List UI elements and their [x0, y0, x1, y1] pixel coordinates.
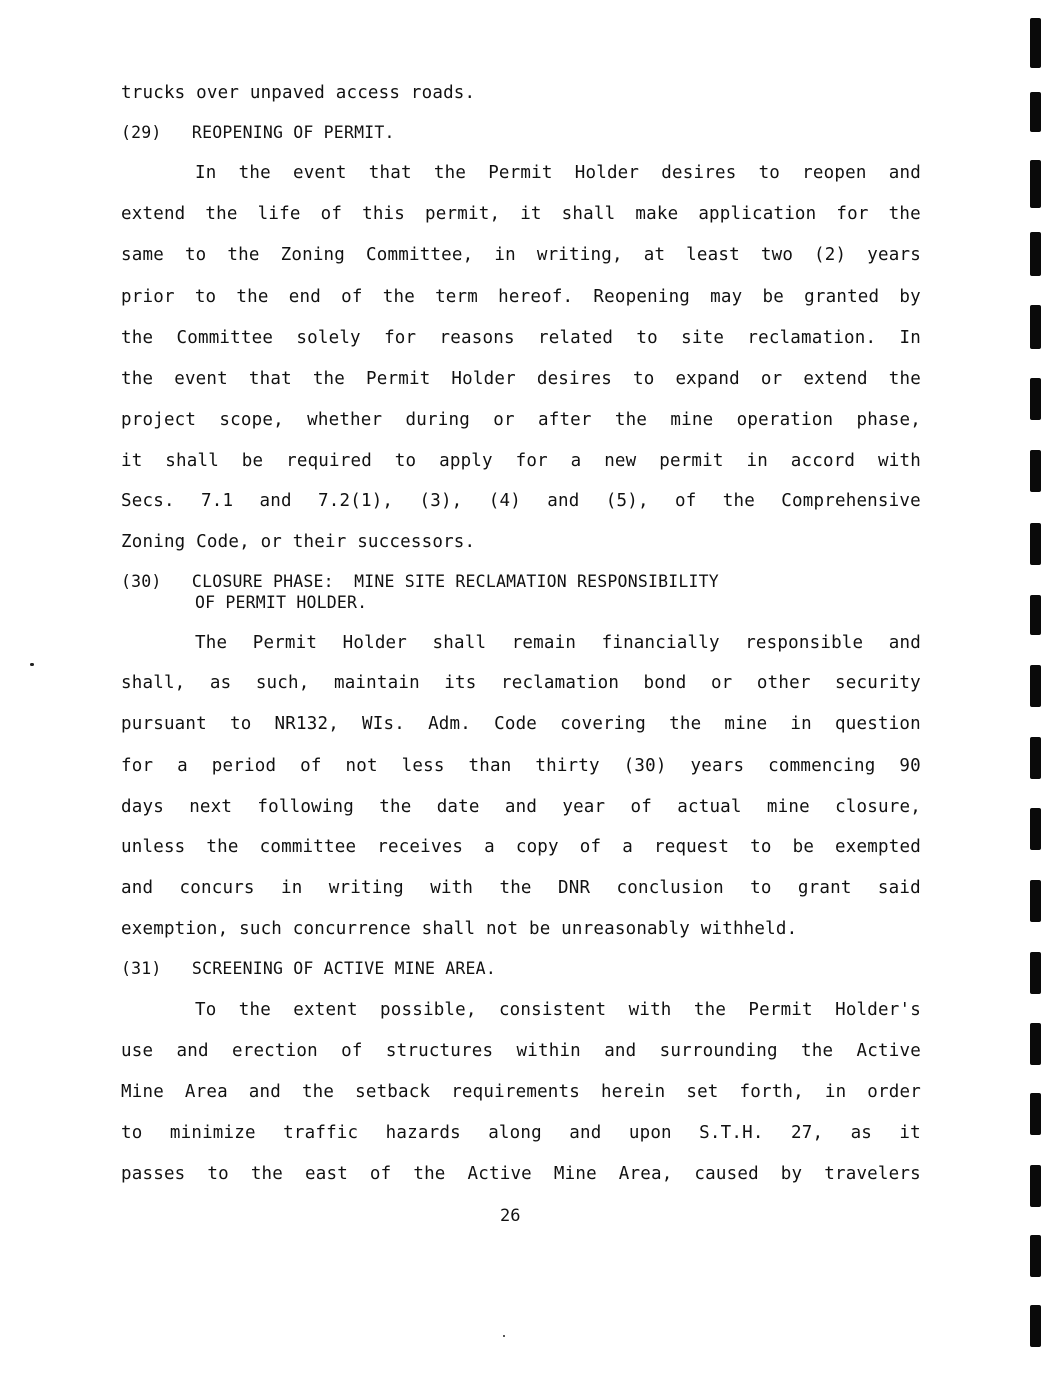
word: 27,: [790, 1123, 824, 1143]
word: to: [229, 714, 252, 734]
paragraph-line: [121, 244, 921, 266]
word: and: [547, 491, 580, 511]
word: days: [121, 797, 164, 817]
word: 7.2(1),: [318, 491, 394, 511]
paragraph-line: exemption, such concurrence shall not be unreasonably withheld.: [121, 919, 798, 939]
word: phase,: [856, 410, 921, 430]
scan-edge-mark: [1030, 160, 1041, 208]
word: operation: [736, 410, 834, 430]
word: commencing: [768, 756, 876, 776]
word: a: [570, 451, 582, 471]
word: shall: [561, 204, 616, 224]
word: set: [686, 1082, 719, 1102]
word: Comprehensive: [781, 491, 921, 511]
word: period: [211, 756, 277, 776]
word: the: [121, 328, 154, 348]
word: the: [301, 1082, 335, 1102]
word: this: [362, 204, 406, 224]
word: Area,: [618, 1164, 673, 1184]
word: (4): [488, 491, 521, 511]
word: of: [300, 756, 322, 776]
word: application: [698, 204, 817, 224]
word: by: [899, 287, 921, 307]
word: Zoning: [280, 245, 346, 265]
word: and: [248, 1082, 281, 1102]
word: (5),: [605, 491, 649, 511]
word: Mine: [121, 1082, 164, 1102]
word: that: [368, 163, 412, 183]
word: whether: [307, 410, 383, 430]
word: make: [635, 204, 679, 224]
word: along: [488, 1123, 542, 1143]
word: receives: [377, 837, 464, 857]
paragraph-line: [121, 877, 921, 899]
word: Holder: [342, 633, 408, 653]
word: and: [569, 1123, 602, 1143]
word: its: [444, 673, 477, 693]
word: To: [195, 1000, 217, 1020]
word: it: [121, 451, 143, 471]
page-number: 26: [500, 1206, 521, 1226]
word: term: [435, 287, 479, 307]
word: two: [760, 245, 794, 265]
word: Holder: [451, 369, 516, 389]
word: be: [241, 451, 264, 471]
scan-edge-mark: [1030, 378, 1041, 420]
word: accord: [790, 451, 856, 471]
word: that: [248, 369, 292, 389]
scan-edge-mark: [1030, 1165, 1041, 1207]
word: hereof.: [498, 287, 574, 307]
word: forth,: [739, 1082, 804, 1102]
scan-edge-mark: [1030, 523, 1041, 565]
word: the: [206, 837, 239, 857]
word: actual: [677, 797, 742, 817]
word: a: [484, 837, 495, 857]
word: copy: [515, 837, 559, 857]
word: of: [369, 1164, 392, 1184]
scan-edge-mark: [1030, 595, 1041, 635]
word: permit: [659, 451, 724, 471]
word: event: [174, 369, 228, 389]
word: of: [675, 491, 697, 511]
word: bond: [643, 673, 687, 693]
paragraph-line: [121, 327, 921, 349]
word: reopen: [802, 163, 867, 183]
word: pursuant: [121, 714, 207, 734]
word: to: [207, 1164, 229, 1184]
paragraph-line: [121, 1122, 921, 1144]
word: Permit: [748, 1000, 813, 1020]
word: writing,: [536, 245, 623, 265]
word: in: [494, 245, 516, 265]
word: 7.1: [200, 491, 234, 511]
word: committee: [259, 837, 357, 857]
word: mine: [670, 410, 714, 430]
word: hazards: [385, 1123, 461, 1143]
word: (2): [814, 245, 847, 265]
scan-edge-mark: [1030, 737, 1041, 779]
word: with: [430, 878, 474, 898]
word: to: [750, 878, 772, 898]
word: Committee,: [366, 245, 474, 265]
paragraph-line: [195, 162, 921, 184]
word: site: [681, 328, 725, 348]
word: at: [643, 245, 666, 265]
scan-edge-mark: [1030, 450, 1041, 492]
word: and: [176, 1041, 209, 1061]
word: the: [801, 1041, 834, 1061]
word: be: [792, 837, 815, 857]
word: the: [250, 1164, 284, 1184]
word: writing: [328, 878, 404, 898]
scan-edge-mark: [1030, 665, 1041, 707]
word: extent: [293, 1000, 358, 1020]
scan-edge-mark: [1030, 1093, 1041, 1135]
word: to: [394, 451, 417, 471]
word: Code: [494, 714, 538, 734]
word: the: [205, 204, 238, 224]
word: reasons: [439, 328, 515, 348]
word: WIs.: [362, 714, 405, 734]
word: or: [493, 410, 515, 430]
word: exempted: [835, 837, 921, 857]
word: maintain: [333, 673, 420, 693]
word: grant: [797, 878, 852, 898]
word: In: [899, 328, 921, 348]
scan-edge-mark: [1030, 1235, 1041, 1277]
word: required: [286, 451, 372, 471]
paragraph-line: [121, 203, 921, 225]
word: event: [292, 163, 347, 183]
word: the: [238, 163, 271, 183]
scan-edge-mark: [1030, 1305, 1041, 1347]
scan-edge-mark: [1030, 952, 1041, 994]
paragraph-line: [121, 796, 921, 818]
word: DNR: [557, 878, 591, 898]
word: Permit: [366, 369, 431, 389]
word: travelers: [824, 1164, 921, 1184]
word: and: [259, 491, 292, 511]
word: the: [238, 1000, 271, 1020]
word: NR132,: [274, 714, 339, 734]
word: of: [341, 1041, 363, 1061]
word: during: [405, 410, 470, 430]
word: following: [257, 797, 354, 817]
word: the: [669, 714, 702, 734]
word: Active: [856, 1041, 921, 1061]
word: use: [121, 1041, 154, 1061]
word: Secs.: [121, 491, 175, 511]
word: covering: [560, 714, 647, 734]
word: The: [195, 633, 228, 653]
word: concurs: [179, 878, 255, 898]
word: prior: [121, 287, 175, 307]
paragraph-line: [195, 999, 921, 1021]
word: may: [710, 287, 743, 307]
word: structures: [385, 1041, 494, 1061]
word: desires: [661, 163, 737, 183]
word: request: [653, 837, 730, 857]
word: and: [504, 797, 538, 817]
word: of: [320, 204, 343, 224]
word: said: [877, 878, 921, 898]
word: related: [537, 328, 614, 348]
word: after: [537, 410, 592, 430]
paragraph-line: [121, 1040, 921, 1062]
word: in: [746, 451, 768, 471]
paragraph-line: Zoning Code, or their successors.: [121, 532, 476, 552]
word: thirty: [535, 756, 600, 776]
word: 90: [899, 756, 921, 776]
word: the: [312, 369, 346, 389]
word: in: [280, 878, 303, 898]
word: a: [622, 837, 633, 857]
word: of: [341, 287, 363, 307]
word: to: [184, 245, 207, 265]
paragraph-line: [121, 1081, 921, 1103]
paragraph-line: [121, 368, 921, 390]
word: caused: [694, 1164, 759, 1184]
word: the: [433, 163, 467, 183]
word: Mine: [553, 1164, 597, 1184]
word: such,: [255, 673, 310, 693]
word: responsible: [745, 633, 864, 653]
paragraph-line: [121, 755, 921, 777]
word: years: [867, 245, 921, 265]
body-line: trucks over unpaved access roads.: [121, 83, 476, 103]
paragraph-line: [121, 672, 921, 694]
word: to: [194, 287, 217, 307]
word: east: [304, 1164, 348, 1184]
word: as: [850, 1123, 873, 1143]
paragraph-line: [121, 490, 921, 512]
word: extend: [121, 204, 186, 224]
word: (3),: [419, 491, 463, 511]
word: passes: [121, 1164, 186, 1184]
word: the: [499, 878, 532, 898]
word: to: [758, 163, 781, 183]
word: of: [579, 837, 602, 857]
word: least: [686, 245, 740, 265]
section-29-heading: (29) REOPENING OF PERMIT.: [121, 123, 395, 142]
section-30-heading: (30) CLOSURE PHASE: MINE SITE RECLAMATION RESPONSIBILITY: [121, 572, 719, 591]
word: to: [636, 328, 658, 348]
word: by: [780, 1164, 803, 1184]
word: the: [413, 1164, 446, 1184]
paragraph-line: [195, 632, 921, 654]
word: next: [189, 797, 233, 817]
word: with: [877, 451, 921, 471]
word: Reopening: [593, 287, 691, 307]
word: less: [401, 756, 445, 776]
word: or: [760, 369, 783, 389]
word: and: [121, 878, 154, 898]
word: Committee: [176, 328, 274, 348]
word: or: [710, 673, 733, 693]
scan-speck: [30, 663, 34, 666]
word: shall: [165, 451, 219, 471]
word: In: [195, 163, 217, 183]
scan-edge-mark: [1030, 18, 1041, 68]
word: traffic: [283, 1123, 359, 1143]
word: consistent: [498, 1000, 607, 1020]
word: the: [888, 369, 921, 389]
paragraph-line: [121, 836, 921, 858]
word: for: [836, 204, 869, 224]
word: shall,: [121, 673, 186, 693]
word: new: [604, 451, 637, 471]
word: mine: [724, 714, 768, 734]
word: life: [257, 204, 301, 224]
word: upon: [628, 1123, 672, 1143]
word: the: [693, 1000, 727, 1020]
word: security: [835, 673, 921, 693]
word: scope,: [219, 410, 284, 430]
word: granted: [804, 287, 880, 307]
word: to: [121, 1123, 143, 1143]
word: expand: [675, 369, 740, 389]
word: Holder's: [835, 1000, 921, 1020]
word: the: [614, 410, 648, 430]
word: reclamation: [500, 673, 620, 693]
word: conclusion: [616, 878, 724, 898]
scan-speck: [503, 1335, 505, 1337]
word: to: [750, 837, 772, 857]
paragraph-line: [121, 286, 921, 308]
word: unless: [121, 837, 186, 857]
scan-edge-mark: [1030, 808, 1041, 850]
word: mine: [766, 797, 810, 817]
word: extend: [803, 369, 868, 389]
word: Permit: [252, 633, 318, 653]
word: closure,: [835, 797, 921, 817]
word: permit,: [425, 204, 501, 224]
word: Holder: [574, 163, 640, 183]
word: requirements: [451, 1082, 581, 1102]
word: remain: [511, 633, 577, 653]
word: herein: [600, 1082, 666, 1102]
word: not: [345, 756, 378, 776]
word: for: [121, 756, 154, 776]
word: order: [867, 1082, 921, 1102]
word: shall: [432, 633, 487, 653]
word: erection: [231, 1041, 318, 1061]
word: a: [177, 756, 188, 776]
word: within: [516, 1041, 581, 1061]
paragraph-line: [121, 409, 921, 431]
word: than: [468, 756, 512, 776]
word: with: [628, 1000, 672, 1020]
section-30-heading-continued: OF PERMIT HOLDER.: [195, 593, 368, 612]
scan-edge-mark: [1030, 1023, 1041, 1065]
word: end: [288, 287, 321, 307]
word: the: [121, 369, 154, 389]
word: the: [888, 204, 921, 224]
word: as: [209, 673, 232, 693]
word: surrounding: [659, 1041, 778, 1061]
scan-edge-mark: [1030, 92, 1041, 132]
word: minimize: [169, 1123, 256, 1143]
word: Adm.: [428, 714, 472, 734]
word: and: [604, 1041, 637, 1061]
word: in: [790, 714, 812, 734]
word: other: [756, 673, 811, 693]
paragraph-line: [121, 713, 921, 735]
word: of: [630, 797, 652, 817]
word: for: [515, 451, 548, 471]
word: Permit: [488, 163, 553, 183]
word: same: [121, 245, 164, 265]
word: possible,: [380, 1000, 477, 1020]
word: the: [722, 491, 755, 511]
word: years: [690, 756, 745, 776]
word: the: [382, 287, 415, 307]
scan-edge-mark: [1030, 232, 1041, 276]
word: Area: [184, 1082, 228, 1102]
word: (30): [623, 756, 667, 776]
word: desires: [536, 369, 612, 389]
word: S.T.H.: [699, 1123, 764, 1143]
word: it: [899, 1123, 921, 1143]
word: it: [520, 204, 542, 224]
scan-edge-mark: [1030, 880, 1041, 922]
word: reclamation.: [747, 328, 877, 348]
word: and: [888, 633, 921, 653]
word: in: [824, 1082, 847, 1102]
word: to: [632, 369, 655, 389]
word: year: [562, 797, 606, 817]
word: solely: [296, 328, 361, 348]
word: project: [121, 410, 197, 430]
word: and: [888, 163, 921, 183]
paragraph-line: [121, 450, 921, 472]
word: for: [384, 328, 417, 348]
paragraph-line: [121, 1163, 921, 1185]
word: date: [436, 797, 480, 817]
word: financially: [601, 633, 720, 653]
word: the: [227, 245, 260, 265]
word: setback: [355, 1082, 431, 1102]
word: question: [834, 714, 921, 734]
section-31-heading: (31) SCREENING OF ACTIVE MINE AREA.: [121, 959, 496, 978]
scan-edge-mark: [1030, 305, 1041, 349]
word: apply: [439, 451, 493, 471]
word: Active: [467, 1164, 532, 1184]
word: the: [379, 797, 412, 817]
word: the: [236, 287, 269, 307]
word: be: [762, 287, 784, 307]
